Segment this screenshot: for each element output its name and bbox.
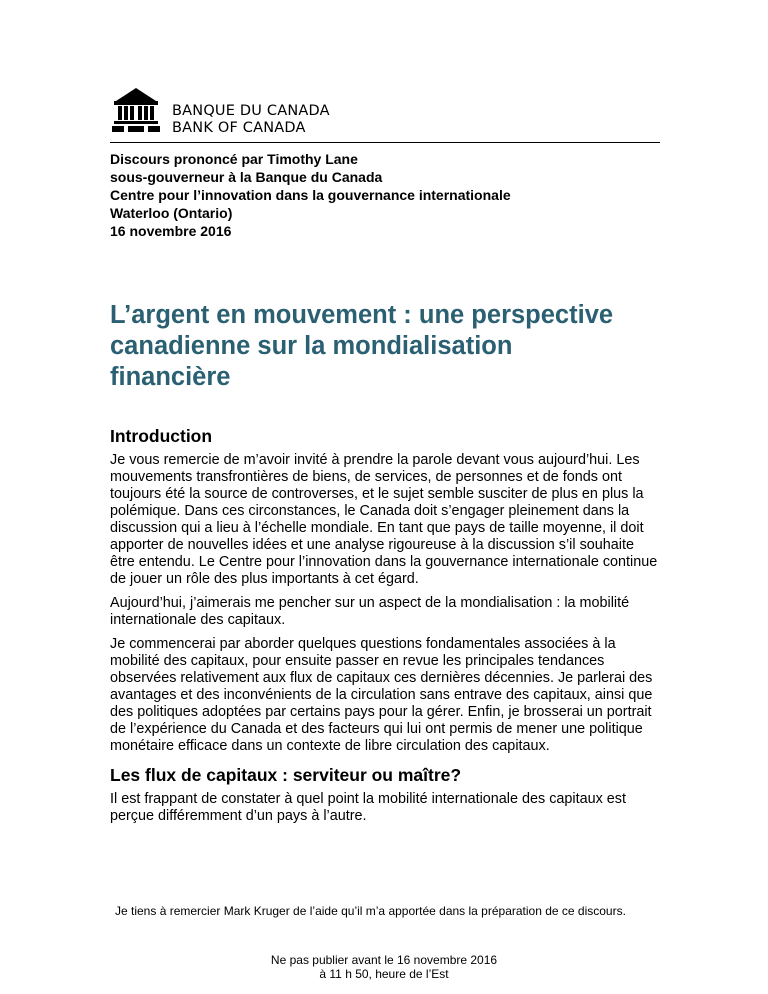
paragraph: Il est frappant de constater à quel point la mobilité internationale des capitaux est perçue différemment d’un pays à l’autre.	[110, 791, 626, 824]
logo-name-english: BANK OF CANADA	[172, 120, 306, 136]
speaker-info	[110, 150, 670, 240]
section-heading: Introduction	[110, 426, 213, 446]
speech-body	[110, 426, 658, 832]
speaker-line: Waterloo (Ontario)	[110, 205, 233, 221]
speech-title: L’argent en mouvement : une perspective canadienne sur la mondialisation financière	[110, 301, 614, 391]
speaker-line: sous-gouverneur à la Banque du Canada	[110, 169, 383, 185]
bank-building-icon	[110, 86, 162, 134]
speaker-line: Centre pour l’innovation dans la gouvernance internationale	[110, 187, 511, 203]
speaker-line: Discours prononcé par Timothy Lane	[110, 151, 358, 167]
section-heading: Les flux de capitaux : serviteur ou maître?	[110, 765, 462, 785]
embargo-line: à 11 h 50, heure de l’Est	[319, 967, 449, 981]
speaker-date: 16 novembre 2016	[110, 223, 232, 239]
paragraph: Je vous remercie de m’avoir invité à prendre la parole devant vous aujourd’hui. Les mouvements transfrontières de biens, de services, de personnes et de fonds ont toujours été la source de controverses, et le sujet semble susciter de plus en plus la polémique. Dans ces circonstances, le Canada doit s’engager pleinement dans la discussion qui a lieu à l’échelle mondiale. En tant que pays de taille moyenne, il doit apporter de nouvelles idées et une analyse rigoureuse à la discussion s’il souhaite être entendu. Le Centre pour l’innovation dans la gouvernance internationale continue de jouer un rôle des plus importants à cet égard.	[110, 452, 658, 587]
bank-of-canada-logo	[110, 86, 330, 137]
acknowledgement-footnote: Je tiens à remercier Mark Kruger de l’aide qu’il m’a apportée dans la préparation de ce discours.	[115, 904, 626, 918]
embargo-notice	[0, 953, 768, 981]
logo-name-french: BANQUE DU CANADA	[172, 103, 330, 119]
header-divider	[110, 142, 660, 143]
embargo-line: Ne pas publier avant le 16 novembre 2016	[270, 953, 498, 967]
paragraph: Aujourd’hui, j’aimerais me pencher sur un aspect de la mondialisation : la mobilité internationale des capitaux.	[110, 595, 630, 628]
paragraph: Je commencerai par aborder quelques questions fondamentales associées à la mobilité des capitaux, pour ensuite passer en revue les principales tendances observées relativement aux flux de capitaux ces dernières décennies. Je parlerai des avantages et des inconvénients de la circulation sans entrave des capitaux, ainsi que des politiques adoptées par certains pays pour la gérer. Enfin, je brosserai un portrait de l’expérience du Canada et des facteurs qui lui ont permis de mener une politique monétaire efficace dans un contexte de libre circulation des capitaux.	[110, 636, 653, 754]
